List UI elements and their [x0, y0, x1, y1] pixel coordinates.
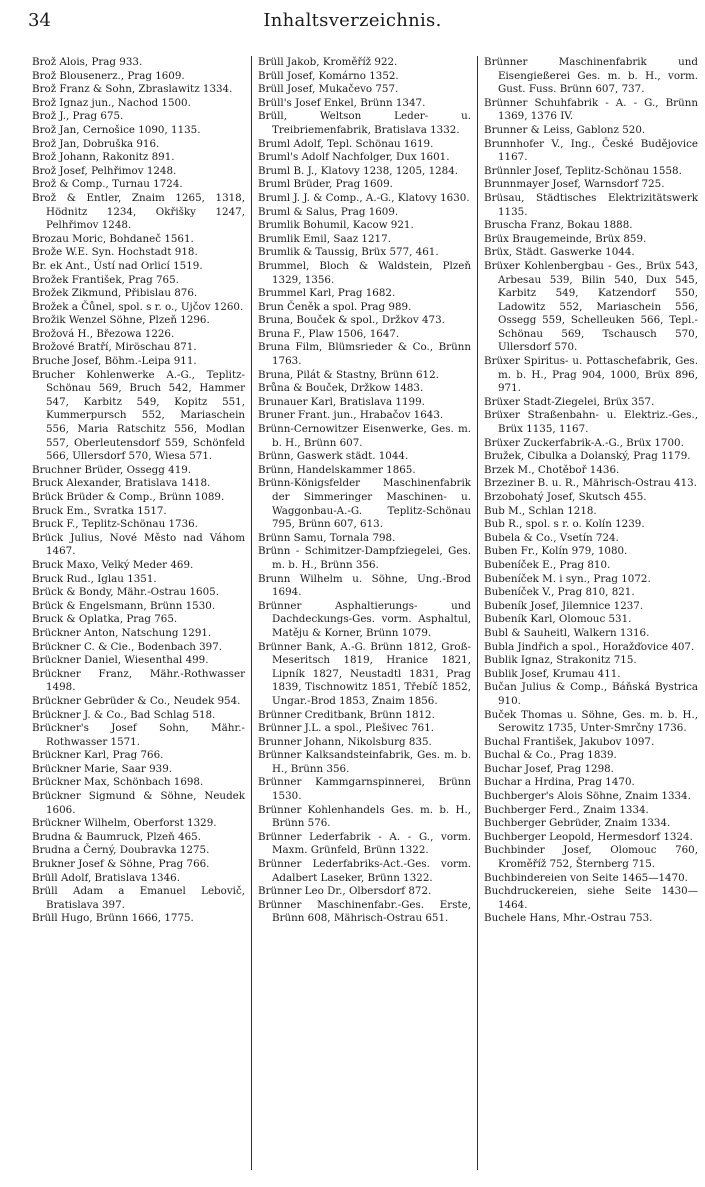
index-entry: Brunnhofer V., Ing., České Budějovice 1167.	[484, 137, 698, 164]
index-entry: Bubl & Sauheitl, Walkern 1316.	[484, 626, 650, 639]
index-entry: Brückner J. & Co., Bad Schlag 518.	[32, 708, 216, 721]
index-entry: Brückner Max, Schönbach 1698.	[32, 776, 204, 789]
index-entry: Brzek M., Chotěboř 1436.	[484, 463, 620, 476]
index-entry: Brünn-Königsfelder Maschinenfabrik der Simmeringer Maschinen- u. Waggonbau-A.-G. Teplitz-Schönau 795, Brünn 607, 613.	[258, 477, 471, 531]
index-entry: Brückner Franz, Mähr.-Rothwasser 1498.	[32, 667, 245, 694]
index-entry: Brünner J.L. a spol., Plešivec 761.	[258, 722, 435, 735]
index-entry: Brüll Hugo, Brünn 1666, 1775.	[32, 912, 194, 925]
index-entry: Buchberger Leopold, Hermesdorf 1324.	[484, 830, 693, 843]
index-entry: Bruml J. J. & Comp., A.-G., Klatovy 1630.	[258, 191, 470, 204]
index-entry: Brück Brüder & Comp., Brünn 1089.	[32, 491, 225, 503]
index-entry: Brozau Moric, Bohdaneč 1561.	[32, 232, 194, 245]
index-entry: Brünn - Schimitzer-Dampfziegelei, Ges. m. b. H., Brünn 356.	[258, 545, 471, 571]
index-entry: Brož Jan, Dobruška 916.	[32, 137, 160, 150]
index-entry: Brucher Kohlenwerke A.-G., Teplitz-Schönau 569, Bruch 542, Hammer 547, Karbitz 549, Kopitz 551, Kummerpursch 552, Mariaschein 556, Maria Ratschitz 556, Modlan 557, Oberleutensdorf 559, Schönfeld 566, Ullersdorf 570, Wiesa 571.	[32, 368, 245, 463]
index-entry: Brzobohatý Josef, Skutsch 455.	[484, 491, 647, 503]
index-entry: Brünn-Cernowitzer Eisenwerke, Ges. m. b. H., Brünn 607.	[258, 423, 471, 449]
index-entry: Bub M., Schlan 1218.	[484, 504, 597, 517]
index-entry: Bruna Film, Blümsrieder & Co., Brünn 1763.	[258, 341, 471, 368]
index-entry: Brož & Entler, Znaim 1265, 1318, Hödnitz 1234, Okřišky 1247, Pelhřimov 1248.	[32, 191, 245, 232]
index-column-3	[477, 56, 698, 1170]
index-entry: Brünner Kohlenhandels Ges. m. b. H., Brünn 576.	[258, 803, 471, 830]
index-entry: Bruck Rud., Iglau 1351.	[32, 572, 157, 585]
index-entry: Brünner Maschinenfabr.-Ges. Erste, Brünn 608, Mährisch-Ostrau 651.	[258, 898, 471, 925]
index-entry: Brož Josef, Pelhřimov 1248.	[32, 164, 177, 177]
index-entry: Bruchner Brüder, Ossegg 419.	[32, 463, 192, 476]
index-entry: Bublik Ignaz, Strakonitz 715.	[484, 654, 637, 667]
index-entry: Brüxer Zuckerfabrik-A.-G., Brüx 1700.	[484, 436, 684, 449]
index-entry: Buchbindereien von Seite 1465—1470.	[484, 871, 688, 884]
index-entry: Br. ek Ant., Ústí nad Orlicí 1519.	[32, 259, 203, 272]
index-entry: Buchal František, Jakubov 1097.	[484, 735, 655, 748]
index-entry: Brückner C. & Cie., Bodenbach 397.	[32, 640, 223, 653]
index-entry: Buchberger Ferd., Znaim 1334.	[484, 803, 649, 816]
index-entry: Brünner Leo Dr., Olbersdorf 872.	[258, 885, 432, 898]
index-entry: Bučan Julius & Comp., Báňská Bystrica 910.	[484, 681, 698, 707]
index-entry: Brože W.E. Syn. Hochstadt 918.	[32, 246, 198, 259]
index-entry: Bubeníček M. i syn., Prag 1072.	[484, 572, 651, 585]
index-entry: Bubla Jindřich a spol., Horažďovice 407.	[484, 640, 695, 653]
index-entry: Brüll Adolf, Bratislava 1346.	[32, 871, 180, 884]
index-entry: Brož Franz & Sohn, Zbraslawitz 1334.	[32, 83, 233, 96]
index-entry: Bubeník Karl, Olomouc 531.	[484, 613, 632, 626]
index-column-2	[251, 56, 477, 1170]
index-entry: Bruck F., Teplitz-Schönau 1736.	[32, 518, 198, 531]
index-entry: Brumlik Emil, Saaz 1217.	[258, 232, 391, 245]
index-entry: Brückner Sigmund & Söhne, Neudek 1606.	[32, 790, 245, 816]
index-entry: Brožové Bratří, Miröschau 871.	[32, 341, 197, 354]
index-entry: Buchdruckereien, siehe Seite 1430—1464.	[484, 885, 698, 911]
index-entry: Bubela & Co., Vsetín 724.	[484, 531, 619, 544]
index-entry: Buchberger Gebrüder, Znaim 1334.	[484, 817, 671, 830]
index-entry: Bruner Frant. jun., Hrabačov 1643.	[258, 409, 444, 422]
index-entry: Brunn Wilhelm u. Söhne, Ung.-Brod 1694.	[258, 572, 471, 599]
index-entry: Brunner Johann, Nikolsburg 835.	[258, 735, 432, 748]
index-entry: Brückner Daniel, Wiesenthal 499.	[32, 654, 209, 667]
index-entry: Brünnler Josef, Teplitz-Schönau 1558.	[484, 164, 682, 177]
index-entry: Buchar Josef, Prag 1298.	[484, 762, 614, 775]
index-entry: Bubeníček E., Prag 810.	[484, 558, 611, 571]
index-entry: Brož Johann, Rakonitz 891.	[32, 151, 175, 164]
index-entry: Brož Ignaz jun., Nachod 1500.	[32, 96, 191, 109]
index-entry: Brožik Wenzel Söhne, Plzeň 1296.	[32, 314, 210, 327]
index-entry: Brüxer Straßenbahn- u. Elektriz.-Ges., Brüx 1135, 1167.	[484, 409, 698, 436]
index-entry: Brüx Braugemeinde, Brüx 859.	[484, 232, 647, 245]
index-entry: Bruml B. J., Klatovy 1238, 1205, 1284.	[258, 164, 459, 177]
index-entry: Brück & Bondy, Mähr.-Ostrau 1605.	[32, 586, 219, 599]
index-entry: Buchbinder Josef, Olomouc 760, Kroměříž 752, Šternberg 715.	[484, 844, 698, 871]
index-entry: Bruna, Pilát & Stastny, Brünn 612.	[258, 368, 439, 381]
index-entry: Brüxer Stadt-Ziegelei, Brüx 357.	[484, 395, 655, 408]
index-entry: Brzeziner B. u. R., Mährisch-Ostrau 413.	[484, 477, 697, 490]
index-entry: Brüll's Josef Enkel, Brünn 1347.	[258, 96, 426, 109]
index-entry: Brunauer Karl, Bratislava 1199.	[258, 395, 425, 408]
index-entry: Bub R., spol. s r. o. Kolín 1239.	[484, 518, 645, 531]
index-entry: Brück Julius, Nové Město nad Váhom 1467.	[32, 531, 245, 558]
index-entry: Brukner Josef & Söhne, Prag 766.	[32, 858, 210, 871]
index-entry: Brückner Marie, Saar 939.	[32, 762, 173, 775]
index-entry: Bruml Adolf, Tepl. Schönau 1619.	[258, 137, 434, 150]
index-entry: Bruml's Adolf Nachfolger, Dux 1601.	[258, 151, 450, 164]
index-entry: Brüxer Kohlenbergbau - Ges., Brüx 543, Arbesau 539, Bilin 540, Dux 545, Karbitz 549, Katzendorf 550, Ladowitz 552, Mariaschein 556, Ossegg 559, Schelleuken 566, Tepl.-Schönau 569, Tschausch 570, Ullersdorf 570.	[484, 259, 698, 354]
index-entry: Brünner Maschinenfabrik und Eisengießerei Ges. m. b. H., vorm. Gust. Fuss. Brünn 607, 737.	[484, 56, 698, 96]
index-entry: Brückner Karl, Prag 766.	[32, 749, 164, 762]
index-entry: Bružek, Cibulka a Dolanský, Prag 1179.	[484, 450, 691, 463]
index-entry: Bubeníček V., Prag 810, 821.	[484, 586, 635, 599]
index-entry: Brüll Josef, Komárno 1352.	[258, 69, 399, 82]
index-entry: Brünn, Handelskammer 1865.	[258, 463, 416, 476]
page-header	[0, 0, 705, 40]
index-entry: Brückner Anton, Natschung 1291.	[32, 626, 212, 639]
index-entry: Bruna, Bouček & spol., Držkov 473.	[258, 314, 445, 327]
index-entry: Brožek František, Prag 765.	[32, 273, 179, 286]
index-entry: Brückner Wilhelm, Oberforst 1329.	[32, 817, 217, 830]
index-entry: Brünner Bank, A.-G. Brünn 1812, Groß-Meseritsch 1819, Hranice 1821, Lipník 1827, Neustadtl 1831, Prag 1839, Tischnowitz 1851, Třebíč 1852, Ungar.-Brod 1853, Znaim 1856.	[258, 640, 471, 707]
index-entry: Bruck & Oplatka, Prag 765.	[32, 613, 178, 626]
index-entry: Bruck Maxo, Velký Meder 469.	[32, 558, 194, 571]
index-entry: Brun Čeněk a spol. Prag 989.	[258, 300, 412, 313]
index-entry: Brummel, Bloch & Waldstein, Plzeň 1329, 1356.	[258, 259, 471, 286]
index-entry: Bubeník Josef, Jilemnice 1237.	[484, 599, 644, 612]
index-entry: Brüsau, Städtisches Elektrizitätswerk 1135.	[484, 191, 698, 218]
index-entry: Bruml Brüder, Prag 1609.	[258, 178, 393, 191]
index-entry: Bruna F., Plaw 1506, 1647.	[258, 327, 400, 340]
index-entry: Brumlik & Taussig, Brüx 577, 461.	[258, 246, 439, 259]
index-entry: Brož & Comp., Turnau 1724.	[32, 178, 183, 191]
index-entry: Brudna a Černý, Doubravka 1275.	[32, 844, 210, 857]
index-entry: Bruck Em., Svratka 1517.	[32, 504, 167, 517]
index-entry: Brüll Jakob, Kroměříž 922.	[258, 56, 398, 68]
index-entry: Brünner Asphaltierungs- und Dachdeckungs-Ges. vorm. Asphaltul, Matěju & Korner, Brünn 1079.	[258, 599, 471, 639]
index-entry: Brummel Karl, Prag 1682.	[258, 287, 396, 300]
index-entry: Brückner's Josef Sohn, Mähr.-Rothwasser 1571.	[32, 722, 245, 748]
index-columns	[32, 56, 698, 1170]
index-entry: Brünner Schuhfabrik - A. - G., Brünn 1369, 1376 IV.	[484, 96, 698, 123]
index-entry: Brünn, Gaswerk städt. 1044.	[258, 450, 409, 463]
index-entry: Brůna & Bouček, Držkow 1483.	[258, 382, 424, 395]
index-entry: Brumlik Bohumil, Kacow 921.	[258, 219, 414, 232]
index-entry: Brudna & Baumruck, Plzeň 465.	[32, 830, 201, 843]
index-column-1	[32, 56, 251, 1170]
index-entry: Brück & Engelsmann, Brünn 1530.	[32, 599, 216, 612]
index-entry: Bruscha Franz, Bokau 1888.	[484, 219, 633, 232]
index-entry: Buben Fr., Kolín 979, 1080.	[484, 545, 628, 558]
index-entry: Bublik Josef, Krumau 411.	[484, 667, 621, 680]
index-entry: Brückner Gebrüder & Co., Neudek 954.	[32, 694, 241, 707]
index-entry: Brož J., Prag 675.	[32, 110, 124, 123]
index-entry: Brož Jan, Cernošice 1090, 1135.	[32, 123, 201, 136]
page-number: 34	[28, 10, 51, 31]
index-entry: Brožek Zikmund, Přibislau 876.	[32, 287, 198, 300]
index-entry: Bruck Alexander, Bratislava 1418.	[32, 477, 211, 490]
index-entry: Brunnmayer Josef, Warnsdorf 725.	[484, 178, 665, 191]
index-entry: Bruml & Salus, Prag 1609.	[258, 205, 399, 218]
index-entry: Brüll Adam a Emanuel Lebovič, Bratislava 397.	[32, 885, 245, 911]
index-entry: Buchar a Hrdina, Prag 1470.	[484, 776, 635, 789]
index-entry: Bruche Josef, Böhm.-Leipa 911.	[32, 355, 197, 368]
index-entry: Brož Alois, Prag 933.	[32, 56, 143, 68]
index-entry: Brüx, Städt. Gaswerke 1044.	[484, 246, 635, 259]
page-title: Inhaltsverzeichnis.	[263, 10, 442, 31]
index-entry: Brünner Kalksandsteinfabrik, Ges. m. b. H., Brünn 356.	[258, 749, 471, 775]
index-entry: Brünner Creditbank, Brünn 1812.	[258, 708, 435, 721]
index-entry: Brožek a Čůnel, spol. s r. o., Ujčov 1260.	[32, 300, 244, 313]
index-entry: Brüll Josef, Mukačevo 757.	[258, 83, 399, 96]
index-entry: Brüxer Spiritus- u. Pottaschefabrik, Ges. m. b. H., Prag 904, 1000, Brüx 896, 971.	[484, 355, 698, 395]
index-entry: Brüll, Weltson Leder- u. Treibriemenfabrik, Bratislava 1332.	[258, 110, 471, 136]
index-entry: Brož Blousenerz., Prag 1609.	[32, 69, 185, 82]
index-entry: Brünner Kammgarnspinnerei, Brünn 1530.	[258, 776, 471, 803]
index-entry: Brünner Lederfabrik - A. - G., vorm. Maxm. Grünfeld, Brünn 1322.	[258, 830, 471, 857]
index-entry: Brožová H., Březowa 1226.	[32, 327, 175, 340]
index-entry: Brunner & Leiss, Gablonz 520.	[484, 123, 646, 136]
index-entry: Brünn Samu, Tornala 798.	[258, 531, 396, 544]
index-entry: Buchele Hans, Mhr.-Ostrau 753.	[484, 912, 653, 925]
index-entry: Buček Thomas u. Söhne, Ges. m. b. H., Serowitz 1735, Unter-Smrčny 1736.	[484, 708, 698, 735]
index-entry: Buchal & Co., Prag 1839.	[484, 749, 617, 762]
index-entry: Brünner Lederfabriks-Act.-Ges. vorm. Adalbert Laseker, Brünn 1322.	[258, 858, 471, 884]
index-entry: Buchberger's Alois Söhne, Znaim 1334.	[484, 790, 691, 803]
